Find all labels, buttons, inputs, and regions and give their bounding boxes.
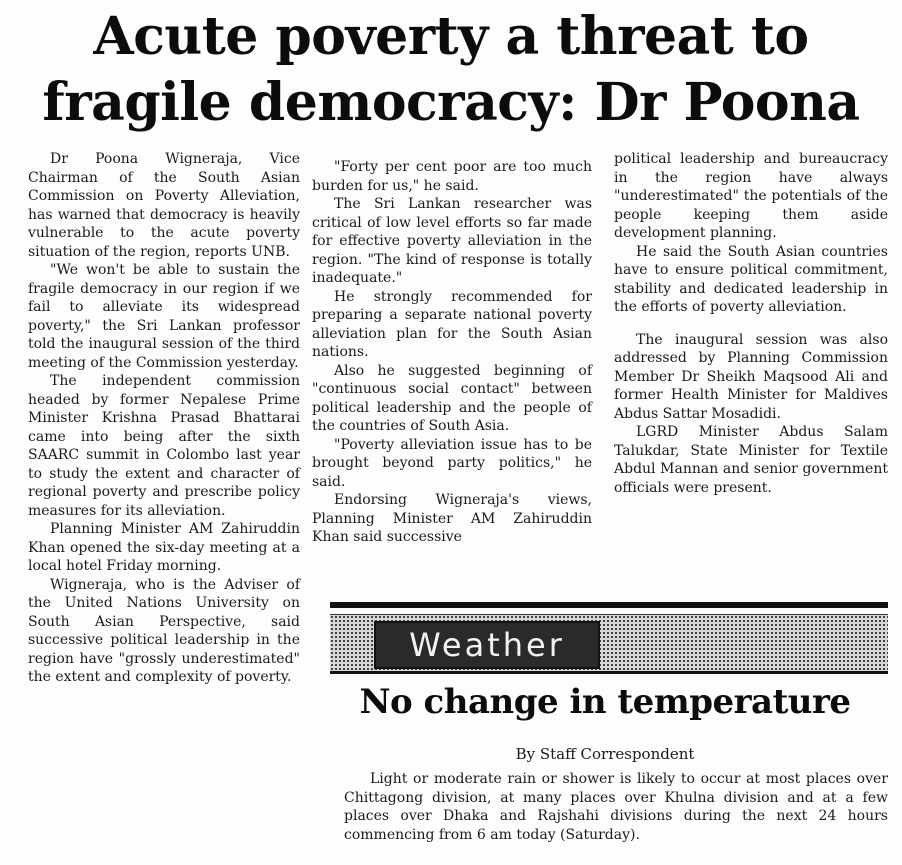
section-rule	[330, 602, 888, 608]
article-paragraph: He strongly recommended for preparing a separate national poverty alleviation plan for the South Asian nations.	[312, 288, 592, 360]
article-paragraph: Dr Poona Wigneraja, Vice Chairman of the South Asian Commission on Poverty Alleviation, has warned that democracy is heavily vulnerable to the acute poverty situation of the region, reports UNB.	[28, 151, 300, 260]
weather-section-label: Weather	[374, 621, 600, 669]
article-paragraph: political leadership and bureaucracy in the region have always "underestimated" the potentials of the people keeping them aside development planning.	[614, 151, 888, 241]
article-paragraph: The inaugural session was also addressed by Planning Commission Member Dr Sheikh Maqsood Ali and former Health Minister for Maldives Abdus Sattar Mosadidi.	[614, 331, 888, 422]
article-paragraph: The Sri Lankan researcher was critical of low level efforts so far made for effective poverty alleviation in the region. "The kind of response is totally inadequate."	[312, 196, 592, 286]
article-paragraph: He said the South Asian countries have to ensure political commitment, stability and dedicated leadership in the efforts of poverty alleviation.	[614, 243, 888, 315]
article-paragraph: Wigneraja, who is the Adviser of the United Nations University on South Asian Perspective, said successive political leadership in the region have "grossly underestimated" the extent and complexity of poverty.	[28, 576, 300, 685]
article-headline: Acute poverty a threat to fragile democracy: Dr Poona	[42, 6, 860, 133]
article-paragraph: "Poverty alleviation issue has to be brought beyond party politics," he said.	[312, 436, 592, 490]
article-column-2	[312, 158, 592, 547]
article-column-3	[614, 150, 888, 497]
article-column-1	[28, 150, 300, 687]
article-paragraph: Planning Minister AM Zahiruddin Khan opened the six-day meeting at a local hotel Friday morning.	[28, 521, 300, 574]
weather-section	[322, 600, 888, 865]
weather-body: Light or moderate rain or shower is likely to occur at most places over Chittagong division, at many places over Khulna division and at a few places over Dhaka and Rajshahi divisions during the next 24 hours commencing from 6 am today (Saturday).	[344, 771, 888, 843]
article-paragraph: Also he suggested beginning of "continuous social contact" between political leadership and the people of the countries of South Asia.	[312, 362, 592, 434]
weather-headline: No change in temperature	[359, 682, 851, 722]
article-paragraph: "Forty per cent poor are too much burden for us," he said.	[312, 159, 592, 194]
article-paragraph: LGRD Minister Abdus Salam Talukdar, State Minister for Textile Abdul Mannan and senior government officials were present.	[614, 424, 888, 496]
weather-byline: By Staff Correspondent	[515, 745, 695, 763]
article-paragraph: "We won't be able to sustain the fragile democracy in our region if we fail to alleviate its widespread poverty," the Sri Lankan professor told the inaugural session of the third meeting of the Commission yesterday.	[28, 262, 300, 371]
article-paragraph: Endorsing Wigneraja's views, Planning Minister AM Zahiruddin Khan said successive	[312, 492, 592, 545]
weather-banner	[330, 614, 888, 674]
article-paragraph: The independent commission headed by former Nepalese Prime Minister Krishna Prasad Bhattarai came into being after the sixth SAARC summit in Colombo last year to study the extent and character of regional poverty and prescribe policy measures for its alleviation.	[28, 373, 300, 519]
